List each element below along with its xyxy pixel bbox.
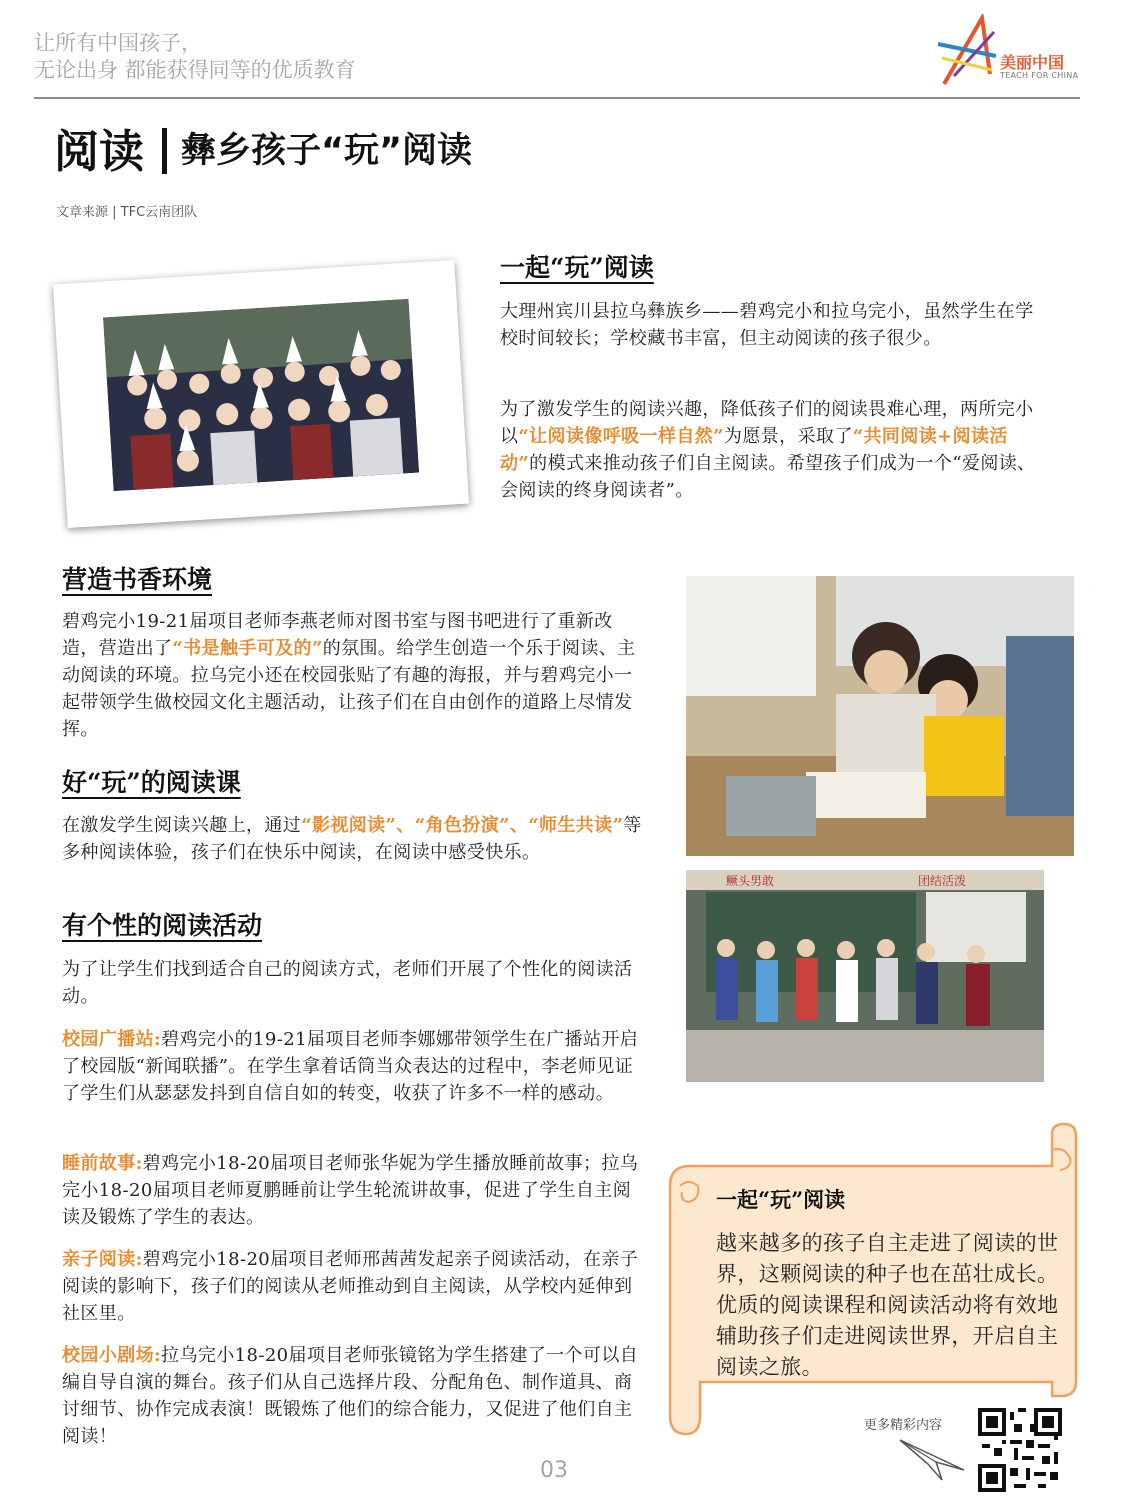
page-title bbox=[54, 124, 472, 183]
section3-paragraph bbox=[62, 812, 652, 866]
paper-plane-icon bbox=[898, 1432, 968, 1482]
header-divider bbox=[34, 97, 1080, 99]
section2-paragraph bbox=[62, 608, 642, 743]
section1-p2-text-b: 为愿景，采取了 bbox=[723, 426, 853, 447]
section1-p2-text-a: 为了激发学生的阅读兴趣，降低孩子们的阅读畏难心理，两所完小以 bbox=[500, 399, 1034, 447]
section1-p2-highlight-1: “让阅读像呼吸一样自然” bbox=[518, 426, 724, 447]
section4-intro: 为了让学生们找到适合自己的阅读方式，老师们开展了个性化的阅读活动。 bbox=[62, 959, 633, 1007]
article-source: 文章来源 | TFC云南团队 bbox=[56, 205, 198, 220]
board-sign-left: 鳜头男敢 bbox=[726, 874, 775, 888]
title-sub: 彝乡孩子“玩”阅读 bbox=[181, 131, 473, 171]
scroll-heading: 一起“玩”阅读 bbox=[716, 1187, 846, 1212]
activity-item-theater bbox=[62, 1342, 642, 1450]
title-separator bbox=[162, 128, 167, 174]
activity-label: 校园小剧场: bbox=[62, 1345, 162, 1366]
activity-item-broadcast bbox=[62, 1026, 642, 1107]
section1-p2-text-c: 的模式来推动孩子们自主阅读。希望孩子们成为一个“爱阅读、会阅读的终身阅读者”。 bbox=[500, 453, 1036, 501]
logo-text-cn: 美丽中国 bbox=[1000, 53, 1065, 72]
slogan-line-2: 无论出身 都能获得同等的优质教育 bbox=[34, 58, 356, 82]
activity-label: 校园广播站: bbox=[62, 1029, 162, 1050]
section3-highlight: “影视阅读”、“角色扮演”、“师生共读” bbox=[301, 815, 624, 836]
section3-text-b: 等多种阅读体验，孩子们在快乐中阅读，在阅读中感受快乐。 bbox=[62, 815, 642, 863]
activity-text: 拉乌完小18-20届项目老师张镜铭为学生搭建了一个可以自编自导自演的舞台。孩子们从自己选择片段、分配角色、制作道具、商讨细节、协作完成表演！既锻炼了他们的综合能力，又促进了他们自主阅读！ bbox=[62, 1345, 639, 1447]
theater-photo bbox=[686, 870, 1044, 1082]
section-heading-reading-activities: 有个性的阅读活动 bbox=[62, 911, 263, 940]
activity-item-parent-child bbox=[62, 1246, 642, 1327]
slogan-line-1: 让所有中国孩子， bbox=[34, 31, 202, 55]
section2-text-a: 碧鸡完小19-21届项目老师李燕老师对图书室与图书吧进行了重新改造，营造出了 bbox=[62, 611, 613, 659]
page-number: 03 bbox=[540, 1458, 568, 1483]
section1-paragraph-2 bbox=[500, 396, 1052, 504]
more-content-label: 更多精彩内容 bbox=[864, 1418, 943, 1433]
title-main: 阅读 bbox=[54, 125, 145, 178]
activity-label: 亲子阅读: bbox=[62, 1249, 143, 1270]
activity-item-bedtime-story bbox=[62, 1150, 642, 1231]
section-heading-play-reading: 一起“玩”阅读 bbox=[500, 253, 654, 282]
activity-text: 碧鸡完小的19-21届项目老师李娜娜带领学生在广播站开启了校园版“新闻联播”。在学生拿着话筒当众表达的过程中，李老师见证了学生们从瑟瑟发抖到自信自如的转变，收获了许多不一样的感动。 bbox=[62, 1029, 639, 1104]
board-sign-right: 团结活泼 bbox=[918, 874, 967, 888]
qr-code-icon[interactable] bbox=[978, 1408, 1062, 1492]
right-photo-frame bbox=[668, 556, 1092, 1102]
group-photo-frame bbox=[53, 260, 469, 528]
activity-text: 碧鸡完小18-20届项目老师邢茜茜发起亲子阅读活动，在亲子阅读的影响下，孩子们的阅读从老师推动到自主阅读，从学校内延伸到社区里。 bbox=[62, 1249, 639, 1324]
reading-photo bbox=[686, 576, 1074, 856]
group-photo bbox=[103, 299, 419, 491]
activity-text: 碧鸡完小18-20届项目老师张华妮为学生播放睡前故事；拉乌完小18-20届项目老师夏鹏睡前让学生轮流讲故事，促进了学生自主阅读及锻炼了学生的表达。 bbox=[62, 1153, 639, 1228]
section-heading-book-environment: 营造书香环境 bbox=[62, 565, 213, 594]
section2-text-b: 的氛围。给学生创造一个乐于阅读、主动阅读的环境。拉乌完小还在校园张贴了有趣的海报，并与碧鸡完小一起带领学生做校园文化主题活动，让孩子们在自由创作的道路上尽情发挥。 bbox=[62, 638, 636, 740]
section-heading-reading-class: 好“玩”的阅读课 bbox=[62, 768, 241, 797]
section1-paragraph-1: 大理州宾川县拉乌彝族乡——碧鸡完小和拉乌完小，虽然学生在学校时间较长；学校藏书丰富，但主动阅读的孩子很少。 bbox=[500, 301, 1034, 349]
section3-text-a: 在激发学生阅读兴趣上，通过 bbox=[62, 815, 302, 836]
scroll-text: 越来越多的孩子自主走进了阅读的世界，这颗阅读的种子也在茁壮成长。优质的阅读课程和阅读活动将有效地辅助孩子们走进阅读世界，开启自主阅读之旅。 bbox=[716, 1231, 1059, 1379]
section1-p2-highlight-2: “共同阅读+阅读活动” bbox=[500, 426, 1008, 474]
logo-text-en: TEACH FOR CHINA bbox=[1000, 71, 1079, 80]
section2-highlight: “书是触手可及的” bbox=[172, 638, 323, 659]
activity-label: 睡前故事: bbox=[62, 1153, 143, 1174]
slogan bbox=[34, 30, 356, 84]
